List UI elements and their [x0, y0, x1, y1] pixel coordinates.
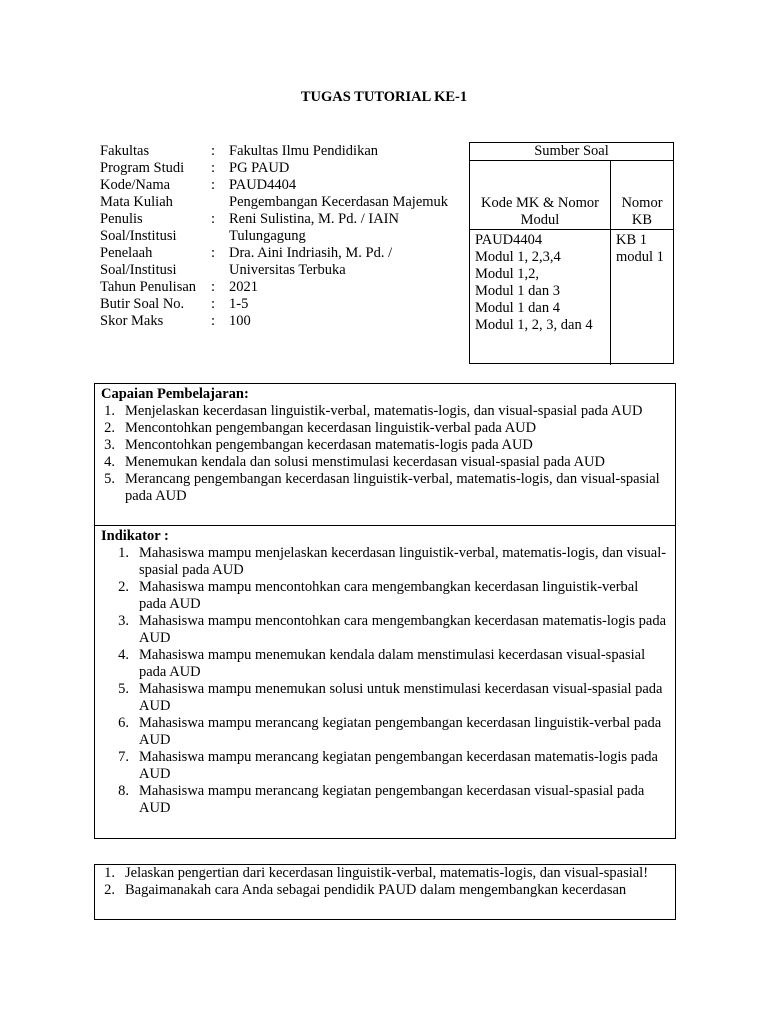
info-row-penulis	[100, 211, 450, 245]
info-value: Dra. Aini Indriasih, M. Pd. / Universitas Terbuka	[229, 245, 393, 278]
kode-mk-line: Modul 1, 2,3,4	[475, 249, 561, 265]
item-text: Mahasiswa mampu menemukan solusi untuk menstimulasi kecerdasan visual-spasial pada AUD	[139, 681, 663, 714]
questions-list	[101, 865, 669, 899]
capaian-section	[95, 384, 675, 525]
question-text: Bagaimanakah cara Anda sebagai pendidik PAUD dalam mengembangkan kecerdasan	[125, 882, 627, 898]
info-row-fakultas	[100, 143, 450, 160]
capaian-indikator-box	[94, 383, 676, 839]
list-item	[111, 647, 669, 681]
course-info	[100, 143, 450, 330]
item-number: 2.	[104, 420, 115, 436]
info-label: Kode/Nama	[100, 177, 171, 193]
item-text: Merancang pengembangan kecerdasan linguistik-verbal, matematis-logis, dan visual-spasial pada AUD	[125, 471, 660, 504]
sumber-soal-body	[470, 230, 673, 365]
info-label: Mata Kuliah	[100, 194, 173, 210]
item-text: Mahasiswa mampu merancang kegiatan pengembangan kecerdasan visual-spasial pada AUD	[139, 783, 645, 816]
info-colon: :	[211, 211, 216, 227]
item-number: 1.	[118, 545, 129, 561]
info-row-butir-soal	[100, 296, 450, 313]
info-value: Fakultas Ilmu Pendidikan	[229, 143, 379, 159]
info-value: 2021	[229, 279, 258, 295]
info-colon	[211, 194, 229, 211]
sumber-soal-table	[469, 142, 674, 364]
indikator-heading: Indikator :	[101, 528, 169, 544]
list-item	[111, 715, 669, 749]
info-label: Penulis Soal/Institusi	[100, 211, 177, 244]
info-row-program-studi	[100, 160, 450, 177]
info-value: 1-5	[229, 296, 249, 312]
info-value: PAUD4404	[229, 177, 297, 193]
info-row-kode-nama	[100, 177, 450, 194]
item-text: Mahasiswa mampu menemukan kendala dalam menstimulasi kecerdasan visual-spasial pada AUD	[139, 647, 646, 680]
item-text: Mencontohkan pengembangan kecerdasan linguistik-verbal pada AUD	[125, 420, 537, 436]
item-number: 8.	[118, 783, 129, 799]
list-item	[111, 681, 669, 715]
item-number: 2.	[118, 579, 129, 595]
info-label: Skor Maks	[100, 313, 164, 329]
item-number: 6.	[118, 715, 129, 731]
list-item	[111, 613, 669, 647]
item-number: 4.	[104, 454, 115, 470]
info-label: Fakultas	[100, 143, 150, 159]
list-item	[111, 783, 669, 817]
item-text: Mencontohkan pengembangan kecerdasan matematis-logis pada AUD	[125, 437, 533, 453]
nomor-kb-cell	[611, 230, 673, 365]
info-value: Pengembangan Kecerdasan Majemuk	[229, 194, 449, 210]
nomor-kb-line: modul 1	[616, 249, 664, 265]
info-colon: :	[211, 313, 216, 329]
kode-mk-line: Modul 1, 2, 3, dan 4	[475, 317, 593, 333]
info-value: Reni Sulistina, M. Pd. / IAIN Tulungagung	[229, 211, 399, 244]
item-number: 3.	[118, 613, 129, 629]
kode-mk-line: Modul 1,2,	[475, 266, 540, 282]
info-colon: :	[211, 279, 216, 295]
kode-mk-line: PAUD4404	[475, 232, 543, 248]
item-text: Mahasiswa mampu merancang kegiatan pengembangan kecerdasan linguistik-verbal pada AUD	[139, 715, 662, 748]
item-number: 4.	[118, 647, 129, 663]
nomor-kb-header: Nomor KB	[621, 195, 663, 228]
info-row-tahun	[100, 279, 450, 296]
item-text: Mahasiswa mampu mencontohkan cara mengembangkan kecerdasan linguistik-verbal pada AUD	[139, 579, 639, 612]
item-text: Mahasiswa mampu mencontohkan cara mengembangkan kecerdasan matematis-logis pada AUD	[139, 613, 667, 646]
info-value: PG PAUD	[229, 160, 290, 176]
item-text: Mahasiswa mampu merancang kegiatan pengembangan kecerdasan matematis-logis pada AUD	[139, 749, 658, 782]
list-item	[101, 403, 669, 420]
question-text: Jelaskan pengertian dari kecerdasan linguistik-verbal, matematis-logis, dan visual-spasial!	[125, 865, 649, 881]
item-number: 1.	[104, 403, 115, 419]
info-label: Butir Soal No.	[100, 296, 185, 312]
info-value: 100	[229, 313, 251, 329]
question-number: 2.	[104, 882, 115, 898]
item-text: Menemukan kendala dan solusi menstimulasi kecerdasan visual-spasial pada AUD	[125, 454, 605, 470]
question-item	[101, 865, 669, 882]
item-text: Mahasiswa mampu menjelaskan kecerdasan linguistik-verbal, matematis-logis, dan visual-spasial pada AUD	[139, 545, 667, 578]
list-item	[111, 545, 669, 579]
item-number: 5.	[118, 681, 129, 697]
info-label: Program Studi	[100, 160, 185, 176]
list-item	[101, 420, 669, 437]
info-colon: :	[211, 296, 216, 312]
page-title: TUGAS TUTORIAL KE-1	[300, 89, 468, 105]
sumber-soal-subheader	[470, 161, 673, 230]
nomor-kb-line: KB 1	[616, 232, 648, 248]
list-item	[101, 471, 669, 505]
info-colon: :	[211, 177, 216, 193]
item-number: 7.	[118, 749, 129, 765]
questions-box	[94, 864, 676, 920]
list-item	[101, 454, 669, 471]
kode-mk-cell	[470, 230, 611, 365]
kode-mk-header: Kode MK & Nomor Modul	[470, 161, 611, 229]
info-label: Penelaah Soal/Institusi	[100, 245, 177, 278]
list-item	[111, 749, 669, 783]
item-number: 3.	[104, 437, 115, 453]
item-text: Menjelaskan kecerdasan linguistik-verbal, matematis-logis, dan visual-spasial pada AUD	[125, 403, 643, 419]
sumber-soal-header: Sumber Soal	[470, 143, 673, 161]
info-row-skor-maks	[100, 313, 450, 330]
kode-mk-line: Modul 1 dan 3	[475, 283, 560, 299]
capaian-heading: Capaian Pembelajaran:	[101, 386, 249, 402]
info-row-mata-kuliah	[100, 194, 450, 211]
info-label: Tahun Penulisan	[100, 279, 197, 295]
indikator-list	[101, 545, 669, 817]
info-colon: :	[211, 160, 216, 176]
capaian-list	[101, 403, 669, 505]
info-colon: :	[211, 143, 216, 159]
kode-mk-line: Modul 1 dan 4	[475, 300, 560, 316]
question-item	[101, 882, 669, 899]
list-item	[101, 437, 669, 454]
item-number: 5.	[104, 471, 115, 487]
indikator-section	[95, 526, 675, 817]
list-item	[111, 579, 669, 613]
info-colon: :	[211, 245, 216, 261]
question-number: 1.	[104, 865, 115, 881]
info-row-penelaah	[100, 245, 450, 279]
